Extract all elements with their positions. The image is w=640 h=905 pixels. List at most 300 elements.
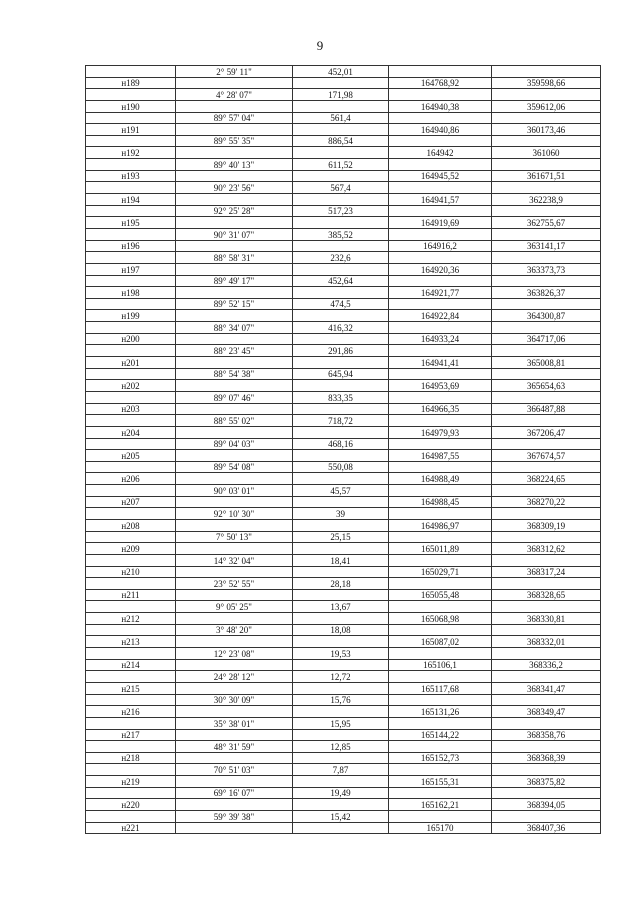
distance-cell: [293, 426, 389, 438]
angle-cell: [176, 682, 293, 694]
point-cell: [86, 508, 176, 520]
angle-cell: [176, 77, 293, 89]
point-cell: н189: [86, 77, 176, 89]
point-cell: н198: [86, 287, 176, 299]
table-row: [86, 729, 601, 741]
table-row: [86, 741, 601, 753]
point-cell: [86, 624, 176, 636]
x-coordinate-cell: [389, 461, 492, 473]
point-cell: н209: [86, 543, 176, 555]
table-row: [86, 240, 601, 252]
x-coordinate-cell: 165144,22: [389, 729, 492, 741]
distance-cell: [293, 263, 389, 275]
distance-cell: 468,16: [293, 438, 389, 450]
angle-cell: [176, 170, 293, 182]
table-row: [86, 170, 601, 182]
x-coordinate-cell: 164987,55: [389, 450, 492, 462]
x-coordinate-cell: 164921,77: [389, 287, 492, 299]
point-cell: н205: [86, 450, 176, 462]
distance-cell: 452,01: [293, 66, 389, 78]
x-coordinate-cell: [389, 694, 492, 706]
y-coordinate-cell: 368394,05: [492, 799, 601, 811]
point-cell: н212: [86, 613, 176, 625]
table-row: [86, 648, 601, 660]
x-coordinate-cell: 165131,26: [389, 706, 492, 718]
distance-cell: 25,15: [293, 531, 389, 543]
angle-cell: [176, 729, 293, 741]
angle-cell: [176, 659, 293, 671]
point-cell: н190: [86, 100, 176, 112]
y-coordinate-cell: [492, 298, 601, 310]
x-coordinate-cell: 165055,48: [389, 589, 492, 601]
angle-cell: [176, 217, 293, 229]
y-coordinate-cell: [492, 578, 601, 590]
x-coordinate-cell: 165087,02: [389, 636, 492, 648]
angle-cell: 69° 16' 07": [176, 787, 293, 799]
table-row: [86, 799, 601, 811]
x-coordinate-cell: 164933,24: [389, 333, 492, 345]
point-cell: н220: [86, 799, 176, 811]
table-row: [86, 310, 601, 322]
x-coordinate-cell: [389, 159, 492, 171]
table-row: [86, 333, 601, 345]
y-coordinate-cell: 362238,9: [492, 194, 601, 206]
distance-cell: 232,6: [293, 252, 389, 264]
angle-cell: 7° 50' 13": [176, 531, 293, 543]
x-coordinate-cell: 165170: [389, 822, 492, 834]
point-cell: н219: [86, 776, 176, 788]
point-cell: н196: [86, 240, 176, 252]
table-row: [86, 205, 601, 217]
y-coordinate-cell: [492, 741, 601, 753]
distance-cell: [293, 729, 389, 741]
table-row: [86, 473, 601, 485]
table-row: [86, 217, 601, 229]
y-coordinate-cell: [492, 112, 601, 124]
table-row: [86, 508, 601, 520]
table-row: [86, 554, 601, 566]
table-row: [86, 147, 601, 159]
x-coordinate-cell: [389, 554, 492, 566]
point-cell: [86, 252, 176, 264]
angle-cell: 92° 10' 30": [176, 508, 293, 520]
angle-cell: [176, 519, 293, 531]
angle-cell: 89° 49' 17": [176, 275, 293, 287]
table-row: [86, 671, 601, 683]
point-cell: [86, 182, 176, 194]
angle-cell: [176, 752, 293, 764]
point-cell: [86, 159, 176, 171]
distance-cell: [293, 822, 389, 834]
y-coordinate-cell: [492, 438, 601, 450]
y-coordinate-cell: [492, 811, 601, 823]
angle-cell: 14° 32' 04": [176, 554, 293, 566]
x-coordinate-cell: [389, 415, 492, 427]
angle-cell: [176, 124, 293, 136]
table-row: [86, 578, 601, 590]
point-cell: [86, 391, 176, 403]
point-cell: [86, 228, 176, 240]
distance-cell: 452,64: [293, 275, 389, 287]
angle-cell: 59° 39' 38": [176, 811, 293, 823]
angle-cell: 88° 58' 31": [176, 252, 293, 264]
angle-cell: [176, 636, 293, 648]
distance-cell: 171,98: [293, 89, 389, 101]
distance-cell: [293, 450, 389, 462]
table-row: [86, 380, 601, 392]
angle-cell: 89° 55' 35": [176, 135, 293, 147]
table-row: [86, 659, 601, 671]
distance-cell: [293, 380, 389, 392]
table-row: [86, 66, 601, 78]
angle-cell: 3° 48' 20": [176, 624, 293, 636]
x-coordinate-cell: 164940,38: [389, 100, 492, 112]
point-cell: [86, 578, 176, 590]
point-cell: [86, 485, 176, 497]
table-row: [86, 252, 601, 264]
y-coordinate-cell: 365654,63: [492, 380, 601, 392]
x-coordinate-cell: [389, 89, 492, 101]
table-row: [86, 438, 601, 450]
point-cell: [86, 787, 176, 799]
table-row: [86, 822, 601, 834]
angle-cell: [176, 473, 293, 485]
point-cell: [86, 135, 176, 147]
angle-cell: [176, 799, 293, 811]
angle-cell: [176, 194, 293, 206]
y-coordinate-cell: 365008,81: [492, 357, 601, 369]
angle-cell: [176, 147, 293, 159]
y-coordinate-cell: [492, 415, 601, 427]
angle-cell: 9° 05' 25": [176, 601, 293, 613]
distance-cell: 18,08: [293, 624, 389, 636]
distance-cell: 28,18: [293, 578, 389, 590]
x-coordinate-cell: [389, 485, 492, 497]
distance-cell: [293, 496, 389, 508]
y-coordinate-cell: 368332,01: [492, 636, 601, 648]
x-coordinate-cell: [389, 298, 492, 310]
distance-cell: [293, 659, 389, 671]
x-coordinate-cell: [389, 205, 492, 217]
y-coordinate-cell: [492, 135, 601, 147]
y-coordinate-cell: [492, 671, 601, 683]
y-coordinate-cell: [492, 228, 601, 240]
x-coordinate-cell: [389, 531, 492, 543]
point-cell: [86, 298, 176, 310]
angle-cell: 48° 31' 59": [176, 741, 293, 753]
x-coordinate-cell: [389, 578, 492, 590]
x-coordinate-cell: 164945,52: [389, 170, 492, 182]
distance-cell: 19,53: [293, 648, 389, 660]
point-cell: н202: [86, 380, 176, 392]
angle-cell: 88° 23' 45": [176, 345, 293, 357]
angle-cell: 2° 59' 11": [176, 66, 293, 78]
x-coordinate-cell: [389, 252, 492, 264]
x-coordinate-cell: [389, 322, 492, 334]
y-coordinate-cell: [492, 182, 601, 194]
y-coordinate-cell: [492, 461, 601, 473]
x-coordinate-cell: [389, 811, 492, 823]
x-coordinate-cell: [389, 601, 492, 613]
x-coordinate-cell: [389, 764, 492, 776]
table-row: [86, 287, 601, 299]
y-coordinate-cell: 361060: [492, 147, 601, 159]
distance-cell: [293, 217, 389, 229]
x-coordinate-cell: [389, 112, 492, 124]
distance-cell: [293, 519, 389, 531]
distance-cell: [293, 682, 389, 694]
point-cell: н221: [86, 822, 176, 834]
point-cell: н194: [86, 194, 176, 206]
x-coordinate-cell: [389, 508, 492, 520]
x-coordinate-cell: [389, 66, 492, 78]
point-cell: н206: [86, 473, 176, 485]
y-coordinate-cell: [492, 531, 601, 543]
y-coordinate-cell: [492, 159, 601, 171]
table-row: [86, 764, 601, 776]
table-row: [86, 682, 601, 694]
y-coordinate-cell: 368336,2: [492, 659, 601, 671]
table-row: [86, 543, 601, 555]
table-row: [86, 787, 601, 799]
point-cell: н192: [86, 147, 176, 159]
y-coordinate-cell: 362755,67: [492, 217, 601, 229]
table-row: [86, 89, 601, 101]
point-cell: н201: [86, 357, 176, 369]
y-coordinate-cell: [492, 322, 601, 334]
x-coordinate-cell: [389, 345, 492, 357]
table-row: [86, 228, 601, 240]
distance-cell: 611,52: [293, 159, 389, 171]
angle-cell: [176, 426, 293, 438]
distance-cell: [293, 124, 389, 136]
distance-cell: 833,35: [293, 391, 389, 403]
distance-cell: [293, 566, 389, 578]
table-row: [86, 135, 601, 147]
x-coordinate-cell: 164920,36: [389, 263, 492, 275]
x-coordinate-cell: 164922,84: [389, 310, 492, 322]
point-cell: н204: [86, 426, 176, 438]
table-row: [86, 112, 601, 124]
x-coordinate-cell: 164919,69: [389, 217, 492, 229]
distance-cell: [293, 170, 389, 182]
y-coordinate-cell: [492, 485, 601, 497]
x-coordinate-cell: 165117,68: [389, 682, 492, 694]
point-cell: [86, 694, 176, 706]
table-row: [86, 426, 601, 438]
point-cell: н213: [86, 636, 176, 648]
distance-cell: 7,87: [293, 764, 389, 776]
angle-cell: 24° 28' 12": [176, 671, 293, 683]
point-cell: [86, 205, 176, 217]
angle-cell: 89° 04' 03": [176, 438, 293, 450]
table-row: [86, 717, 601, 729]
distance-cell: [293, 100, 389, 112]
distance-cell: [293, 147, 389, 159]
y-coordinate-cell: [492, 205, 601, 217]
table-row: [86, 403, 601, 415]
x-coordinate-cell: [389, 275, 492, 287]
x-coordinate-cell: 164940,86: [389, 124, 492, 136]
table-row: [86, 694, 601, 706]
table-row: [86, 706, 601, 718]
x-coordinate-cell: 164966,35: [389, 403, 492, 415]
x-coordinate-cell: [389, 648, 492, 660]
angle-cell: 70° 51' 03": [176, 764, 293, 776]
x-coordinate-cell: 164986,97: [389, 519, 492, 531]
point-cell: [86, 671, 176, 683]
angle-cell: [176, 613, 293, 625]
angle-cell: 89° 52' 15": [176, 298, 293, 310]
x-coordinate-cell: 164979,93: [389, 426, 492, 438]
y-coordinate-cell: 368317,24: [492, 566, 601, 578]
y-coordinate-cell: 368309,19: [492, 519, 601, 531]
table-row: [86, 298, 601, 310]
angle-cell: [176, 822, 293, 834]
y-coordinate-cell: [492, 368, 601, 380]
angle-cell: 90° 31' 07": [176, 228, 293, 240]
x-coordinate-cell: [389, 368, 492, 380]
angle-cell: [176, 776, 293, 788]
distance-cell: [293, 776, 389, 788]
distance-cell: [293, 357, 389, 369]
angle-cell: [176, 403, 293, 415]
distance-cell: 13,67: [293, 601, 389, 613]
point-cell: [86, 811, 176, 823]
angle-cell: 30° 30' 09": [176, 694, 293, 706]
angle-cell: [176, 706, 293, 718]
point-cell: [86, 648, 176, 660]
table-row: [86, 275, 601, 287]
distance-cell: 416,32: [293, 322, 389, 334]
y-coordinate-cell: 368330,81: [492, 613, 601, 625]
point-cell: н200: [86, 333, 176, 345]
distance-cell: [293, 473, 389, 485]
x-coordinate-cell: [389, 182, 492, 194]
distance-cell: 15,95: [293, 717, 389, 729]
x-coordinate-cell: 164916,2: [389, 240, 492, 252]
point-cell: н197: [86, 263, 176, 275]
angle-cell: [176, 589, 293, 601]
distance-cell: [293, 613, 389, 625]
y-coordinate-cell: [492, 66, 601, 78]
point-cell: [86, 717, 176, 729]
y-coordinate-cell: 363141,17: [492, 240, 601, 252]
table-row: [86, 601, 601, 613]
y-coordinate-cell: [492, 694, 601, 706]
distance-cell: [293, 194, 389, 206]
x-coordinate-cell: 165106,1: [389, 659, 492, 671]
x-coordinate-cell: [389, 671, 492, 683]
angle-cell: 88° 54' 38": [176, 368, 293, 380]
y-coordinate-cell: [492, 601, 601, 613]
angle-cell: [176, 543, 293, 555]
x-coordinate-cell: 165068,98: [389, 613, 492, 625]
y-coordinate-cell: 366487,88: [492, 403, 601, 415]
point-cell: н218: [86, 752, 176, 764]
distance-cell: [293, 240, 389, 252]
point-cell: [86, 89, 176, 101]
y-coordinate-cell: [492, 275, 601, 287]
y-coordinate-cell: [492, 89, 601, 101]
y-coordinate-cell: 368341,47: [492, 682, 601, 694]
distance-cell: 39: [293, 508, 389, 520]
distance-cell: 15,76: [293, 694, 389, 706]
x-coordinate-cell: 164941,57: [389, 194, 492, 206]
distance-cell: [293, 333, 389, 345]
table-row: [86, 450, 601, 462]
angle-cell: 23° 52' 55": [176, 578, 293, 590]
distance-cell: 12,85: [293, 741, 389, 753]
point-cell: н211: [86, 589, 176, 601]
table-row: [86, 77, 601, 89]
distance-cell: 517,23: [293, 205, 389, 217]
distance-cell: 19,49: [293, 787, 389, 799]
y-coordinate-cell: 359612,06: [492, 100, 601, 112]
y-coordinate-cell: [492, 252, 601, 264]
angle-cell: [176, 310, 293, 322]
x-coordinate-cell: 165029,71: [389, 566, 492, 578]
y-coordinate-cell: 368224,65: [492, 473, 601, 485]
x-coordinate-cell: 164768,92: [389, 77, 492, 89]
y-coordinate-cell: 364300,87: [492, 310, 601, 322]
table-row: [86, 159, 601, 171]
distance-cell: [293, 287, 389, 299]
y-coordinate-cell: 368375,82: [492, 776, 601, 788]
table-row: [86, 182, 601, 194]
x-coordinate-cell: [389, 438, 492, 450]
distance-cell: 12,72: [293, 671, 389, 683]
angle-cell: [176, 240, 293, 252]
distance-cell: 561,4: [293, 112, 389, 124]
angle-cell: 88° 55' 02": [176, 415, 293, 427]
x-coordinate-cell: 165162,21: [389, 799, 492, 811]
point-cell: [86, 741, 176, 753]
point-cell: [86, 601, 176, 613]
point-cell: [86, 112, 176, 124]
point-cell: н193: [86, 170, 176, 182]
table-row: [86, 194, 601, 206]
table-row: [86, 613, 601, 625]
x-coordinate-cell: 165011,89: [389, 543, 492, 555]
point-cell: н199: [86, 310, 176, 322]
distance-cell: [293, 706, 389, 718]
y-coordinate-cell: [492, 345, 601, 357]
distance-cell: [293, 543, 389, 555]
table-row: [86, 519, 601, 531]
y-coordinate-cell: [492, 717, 601, 729]
angle-cell: [176, 380, 293, 392]
table-row: [86, 624, 601, 636]
distance-cell: 385,52: [293, 228, 389, 240]
x-coordinate-cell: 164988,45: [389, 496, 492, 508]
y-coordinate-cell: 368368,39: [492, 752, 601, 764]
angle-cell: [176, 566, 293, 578]
point-cell: [86, 322, 176, 334]
table-row: [86, 752, 601, 764]
x-coordinate-cell: 164941,41: [389, 357, 492, 369]
table-row: [86, 566, 601, 578]
x-coordinate-cell: 164988,49: [389, 473, 492, 485]
point-cell: [86, 345, 176, 357]
angle-cell: [176, 496, 293, 508]
angle-cell: [176, 263, 293, 275]
x-coordinate-cell: [389, 624, 492, 636]
table-row: [86, 357, 601, 369]
point-cell: [86, 461, 176, 473]
y-coordinate-cell: 364717,06: [492, 333, 601, 345]
y-coordinate-cell: 368312,62: [492, 543, 601, 555]
